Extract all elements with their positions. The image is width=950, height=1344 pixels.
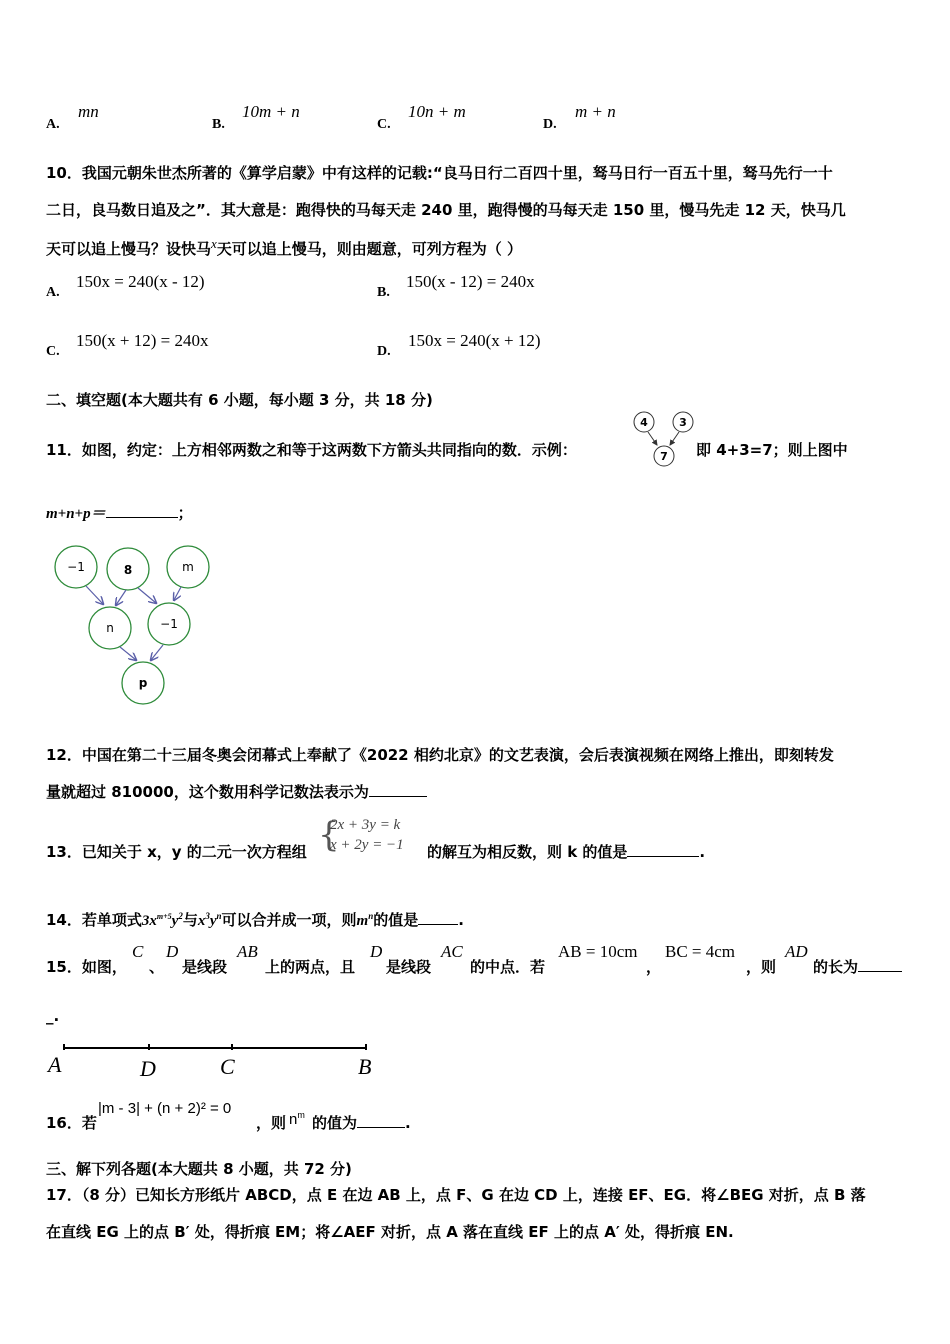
q15-AB: AB <box>237 942 258 961</box>
q15-sep: 、 <box>149 958 165 976</box>
q9-option-b-expr: 10m + n <box>242 102 300 121</box>
q10-option-c-expr: 150(x + 12) = 240x <box>76 331 209 350</box>
q13-text: 13．已知关于 x，y 的二元一次方程组 <box>46 843 307 861</box>
q14-answer-blank <box>418 910 458 925</box>
q14-mono1-sup: m+5 <box>156 912 172 921</box>
example-value-a: 4 <box>640 416 648 429</box>
q16-target: n <box>289 1111 298 1128</box>
q12-line2-text: 量就超过 810000，这个数用科学记数法表示为 <box>46 783 369 801</box>
arrow-4 <box>174 587 181 600</box>
point-label-B: B <box>358 1054 372 1079</box>
q10-line2: 二日，良马数日追及之”．其大意是：跑得快的马每天走 240 里，跑得慢的马每天走 150 里，慢马先走 12 天，快马几 <box>46 201 846 219</box>
arrow-1 <box>86 586 103 604</box>
q16-end-wrap <box>312 1112 411 1133</box>
q14-target: m <box>356 913 369 929</box>
point-label-D: D <box>140 1056 156 1081</box>
q14-mono2-y: y <box>209 913 217 929</box>
q10-option-c-label: C. <box>46 344 60 359</box>
q15-D: D <box>166 942 179 961</box>
q16-text-end: 的值为 <box>312 1114 358 1132</box>
q11-expression: m+n+p＝ <box>46 506 106 522</box>
q11-example-diagram <box>628 408 698 470</box>
q15-p7: 的长为 <box>813 958 859 976</box>
q9-option-b-label: B. <box>212 117 225 132</box>
q16-target-wrap <box>289 1110 305 1128</box>
q14-target-sup: n <box>368 911 374 921</box>
q10-line3-end: 天可以追上慢马，则由题意，可列方程为（ ） <box>216 240 523 258</box>
q10-option-b-label: B. <box>377 285 390 300</box>
q12-line1: 12．中国在第二十三届冬奥会闭幕式上奉献了《2022 相约北京》的文艺表演，会后表演视频在网络上推出，即刻转发 <box>46 746 834 764</box>
q15-D2: D <box>370 942 383 961</box>
arrow-2 <box>116 590 126 605</box>
q11-line2 <box>46 502 193 523</box>
q13-answer-blank <box>627 842 699 857</box>
section-2-heading: 二、填空题(本大题共有 6 小题，每小题 3 分，共 18 分) <box>46 391 433 409</box>
q16-mid: ，则 <box>256 1114 287 1132</box>
q15-p4: 是线段 <box>386 958 432 976</box>
q15-p7-wrap <box>813 956 902 977</box>
node-label-1: −1 <box>67 560 85 574</box>
q9-option-d-label: D. <box>543 117 557 132</box>
arrow-3 <box>138 588 156 603</box>
example-arrow-right <box>670 432 679 445</box>
q10-line3 <box>46 236 522 259</box>
q15-p2: 是线段 <box>182 958 228 976</box>
q10-line3-start: 天可以追上慢马？设快马 <box>46 240 212 258</box>
q16-answer-blank <box>357 1113 405 1128</box>
q10-var: x <box>211 236 217 251</box>
q16-target-sup: m <box>297 1110 305 1120</box>
q16-prefix: 16．若 <box>46 1114 97 1132</box>
q9-option-c-label: C. <box>377 117 391 132</box>
q14-end: . <box>458 911 464 929</box>
q17-line2: 在直线 EG 上的点 B′ 处，得折痕 EM；将∠AEF 对折，点 A 落在直线 EF 上的点 A′ 处，得折痕 EN. <box>46 1223 734 1241</box>
q14-mono2: x <box>197 913 206 929</box>
q11-text: 11．如图，约定：上方相邻两数之和等于这两数下方箭头共同指向的数．示例： <box>46 441 577 459</box>
q15-line-segment-figure <box>44 1036 384 1082</box>
q10-option-a-label: A. <box>46 285 60 300</box>
q16-expr: |m - 3| + (n + 2)² = 0 <box>98 1100 232 1117</box>
arrow-6 <box>151 645 163 660</box>
q14-mid: 与 <box>182 911 198 929</box>
q13-brace: { <box>318 815 340 855</box>
q15-comma: ， <box>646 958 662 976</box>
q10-option-b-expr: 150(x - 12) = 240x <box>406 272 535 291</box>
q10-option-d-expr: 150x = 240(x + 12) <box>408 331 541 350</box>
example-value-c: 7 <box>660 450 668 463</box>
example-value-b: 3 <box>679 416 687 429</box>
q15-answer-blank <box>858 957 902 972</box>
q16-end: . <box>405 1114 411 1132</box>
q15-eq1: AB = 10cm <box>558 942 638 961</box>
node-label-5: −1 <box>160 617 178 631</box>
point-label-A: A <box>48 1052 62 1077</box>
example-arrow-left <box>648 432 657 445</box>
q14-mono1: 3x <box>141 913 157 929</box>
q9-option-d-expr: m + n <box>575 102 616 121</box>
section-3-heading: 三、解下列各题(本大题共 8 小题，共 72 分) <box>46 1160 352 1178</box>
q17-line1: 17．（8 分）已知长方形纸片 ABCD，点 E 在边 AB 上，点 F、G 在边 CD 上，连接 EF、EG．将∠BEG 对折，点 B 落 <box>46 1186 866 1204</box>
q15-p1: 15．如图， <box>46 958 127 976</box>
point-label-C: C <box>220 1054 235 1079</box>
q14-prefix: 14．若单项式 <box>46 911 142 929</box>
q15-p5: 的中点．若 <box>470 958 546 976</box>
q15-AC: AC <box>441 942 463 961</box>
node-label-2: 8 <box>123 563 133 577</box>
q14-text-end: 的值是 <box>373 911 419 929</box>
q9-option-a-label: A. <box>46 117 60 132</box>
q13-eq1: 2x + 3y = k <box>330 817 401 833</box>
q11-text-after: 即 4+3=7；则上图中 <box>696 441 848 459</box>
q15-eq2: BC = 4cm <box>665 942 736 961</box>
question-14 <box>46 909 464 930</box>
q15-p3: 上的两点，且 <box>265 958 356 976</box>
q9-option-c-expr: 10n + m <box>408 102 466 121</box>
node-label-3: m <box>182 560 194 574</box>
arrow-5 <box>120 647 136 660</box>
q13-text-after-wrap <box>427 841 705 862</box>
q14-mono2-sup: 3 <box>205 911 210 921</box>
q13-text-after: 的解互为相反数，则 k 的值是 <box>427 843 628 861</box>
q15-AD: AD <box>785 942 808 961</box>
q9-option-a-expr: mn <box>78 102 99 121</box>
q14-mono1-ysup: 2 <box>178 911 183 921</box>
q15-p6: ，则 <box>746 958 777 976</box>
q14-text-after: 可以合并成一项，则 <box>221 911 357 929</box>
q13-eq2: x + 2y = −1 <box>330 837 404 853</box>
q14-mono1-y: y <box>171 913 179 929</box>
q13-equation-system <box>318 815 426 857</box>
q15-line2: _. <box>46 1007 60 1025</box>
q10-option-d-label: D. <box>377 344 391 359</box>
q10-line1: 10．我国元朝朱世杰所著的《算学启蒙》中有这样的记载:“良马日行二百四十里，驽马日行一百五十里，驽马先行一十 <box>46 164 833 182</box>
q11-answer-blank <box>106 503 178 518</box>
q13-end: . <box>699 843 706 861</box>
q12-line2 <box>46 781 427 802</box>
q14-mono2-ysup: n <box>216 911 222 921</box>
q15-C: C <box>132 942 144 961</box>
q11-line2-end: ； <box>177 504 193 522</box>
q10-option-a-expr: 150x = 240(x - 12) <box>76 272 205 291</box>
node-label-4: n <box>106 621 114 635</box>
node-label-6: p <box>138 676 148 690</box>
q11-main-diagram <box>48 538 223 710</box>
q12-answer-blank <box>369 782 427 797</box>
